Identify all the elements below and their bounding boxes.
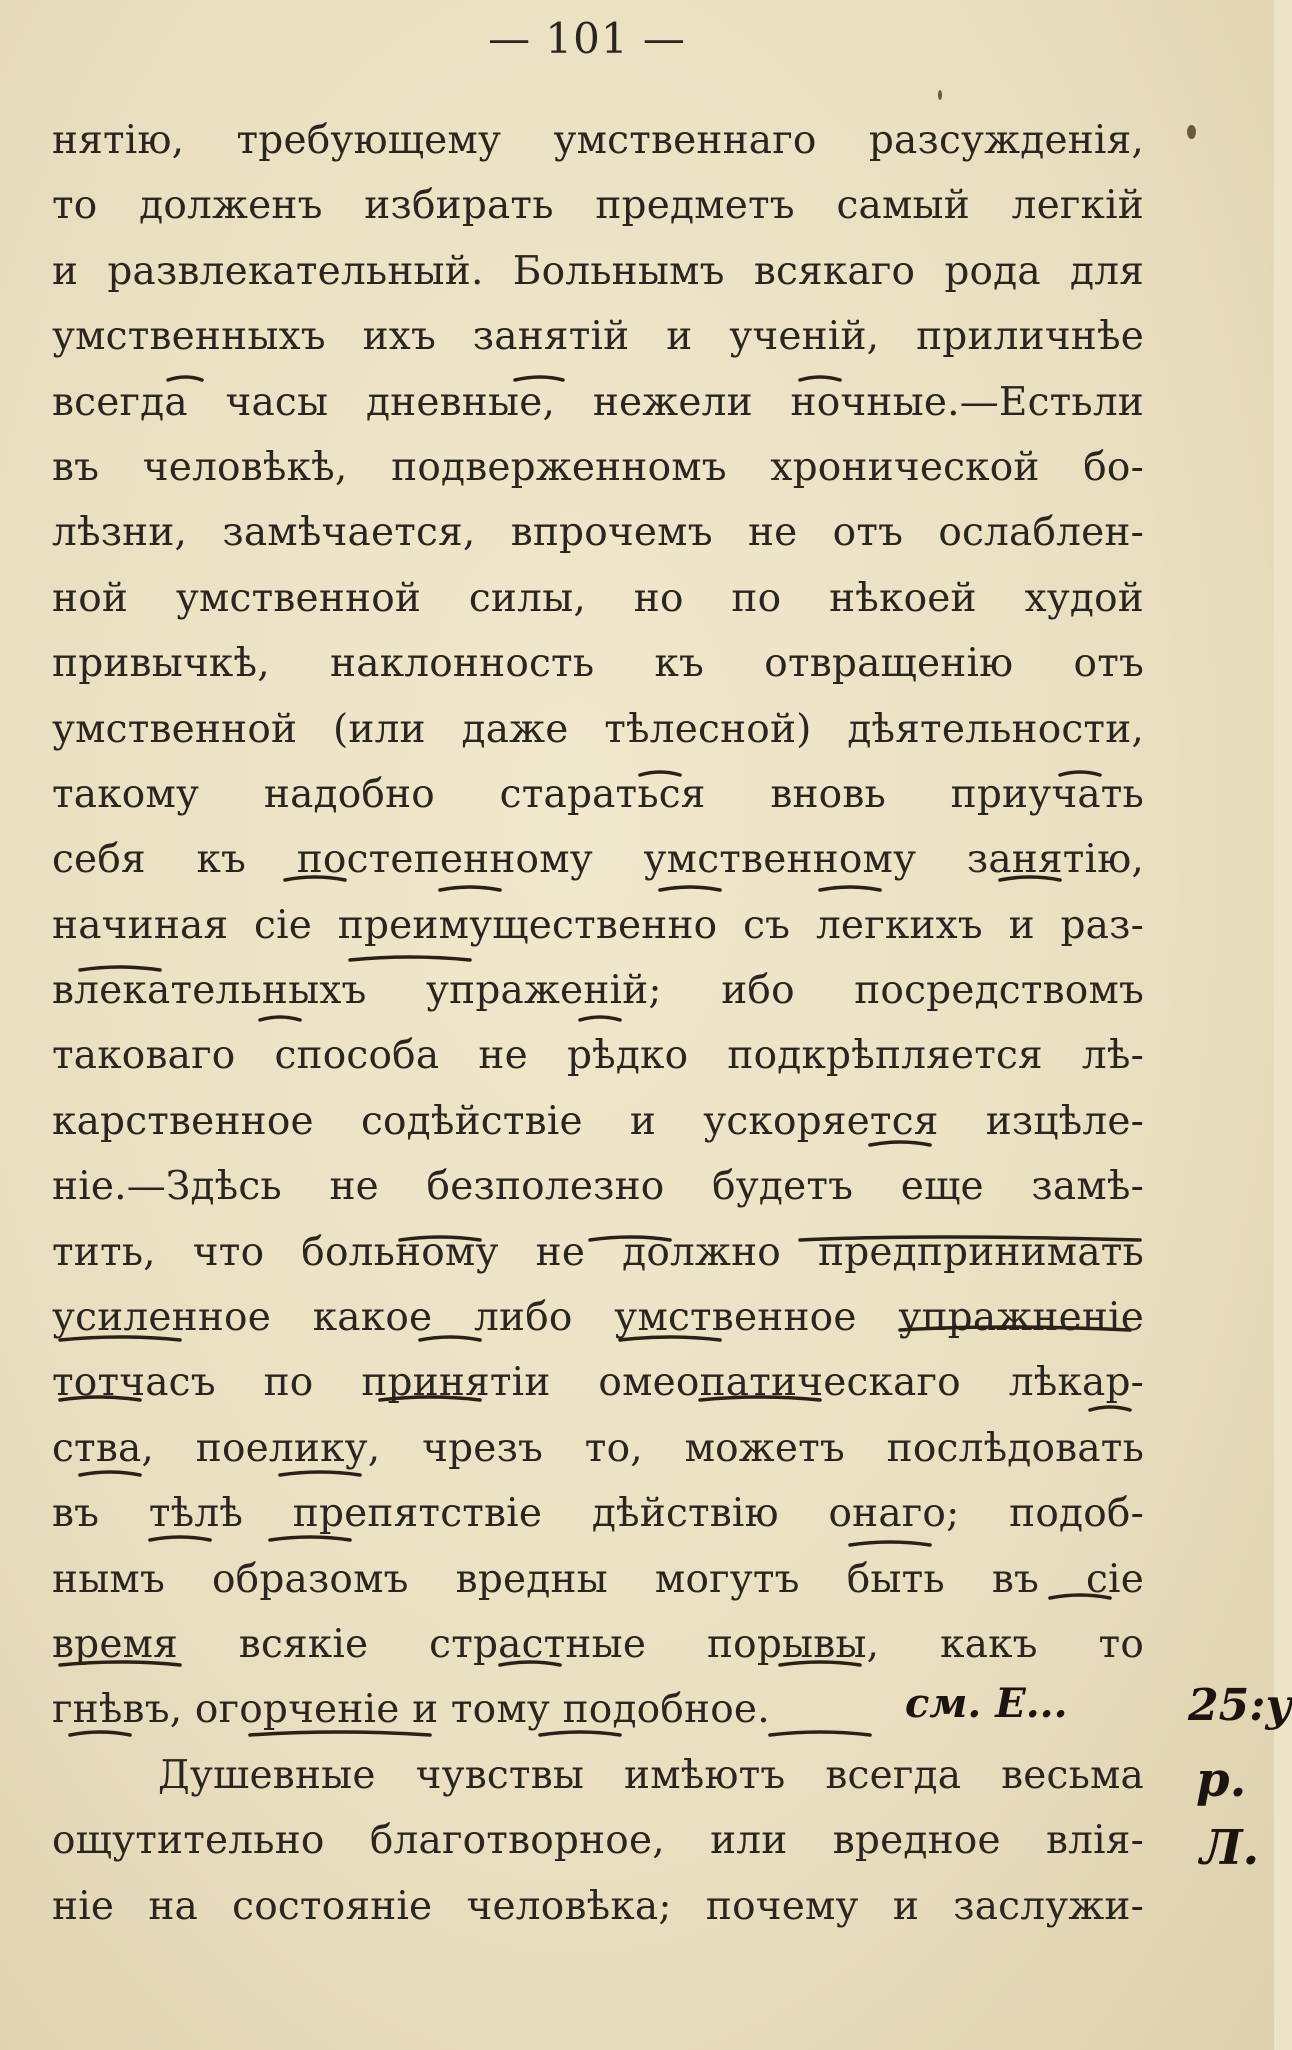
handwritten-note: 25:у [1188, 1680, 1292, 1731]
handwritten-note: Л. [1200, 1820, 1260, 1876]
body-text [52, 108, 1144, 1939]
text-line: усиленное какое либо умственное упражненіе [52, 1295, 1144, 1341]
text-line: умственной (или даже тѣлесной) дѣятельности, [52, 706, 1144, 752]
ink-spot [938, 90, 942, 100]
ink-spot [1187, 125, 1196, 139]
text-line: начиная сіе преимущественно съ легкихъ и раз- [52, 902, 1144, 948]
text-line: то долженъ избирать предметъ самый легкій [52, 183, 1144, 229]
text-line: ніе.—Здѣсь не безполезно будетъ еще замѣ- [52, 1164, 1144, 1210]
text-line: лѣзни, замѣчается, впрочемъ не отъ ослаблен- [52, 510, 1144, 556]
text-line: ства, поелику, чрезъ то, можетъ послѣдовать [52, 1425, 1144, 1471]
text-line: ной умственной силы, но по нѣкоей худой [52, 575, 1144, 621]
text-line: въ человѣкѣ, подверженномъ хронической бо- [52, 444, 1144, 490]
page-number: — 101 — [488, 14, 686, 63]
text-line: всегда часы дневные, нежели ночные.—Естьли [52, 379, 1144, 425]
handwritten-note: см. Е... [905, 1680, 1068, 1727]
text-line: такому надобно стараться вновь приучать [52, 771, 1144, 817]
text-line: таковаго способа не рѣдко подкрѣпляется лѣ- [52, 1033, 1144, 1079]
text-line: ніе на состояніе человѣка; почему и заслужи- [52, 1883, 1144, 1929]
text-line: карственное содѣйствіе и ускоряется изцѣле- [52, 1098, 1144, 1144]
text-line: ощутительно благотворное, или вредное влія- [52, 1818, 1144, 1864]
text-line: нымъ образомъ вредны могутъ быть въ сіе [52, 1556, 1144, 1602]
text-line: влекательныхъ упраженій; ибо посредствомъ [52, 968, 1144, 1014]
text-line: себя къ постепенному умственному занятію, [52, 837, 1144, 883]
text-line: тить, что больному не должно предпринимать [52, 1229, 1144, 1275]
text-line: тотчасъ по принятіи омеопатическаго лѣкар- [52, 1360, 1144, 1406]
text-line: привычкѣ, наклонность къ отвращенію отъ [52, 641, 1144, 687]
text-line: въ тѣлѣ препятствіе дѣйствію онаго; подоб- [52, 1491, 1144, 1537]
text-line: умственныхъ ихъ занятій и ученій, приличнѣе [52, 314, 1144, 360]
handwritten-note: р. [1196, 1752, 1247, 1808]
text-line: гнѣвъ, огорченіе и тому подобное. [52, 1687, 770, 1733]
text-line: нятію, требующему умственнаго разсужденія, [52, 118, 1144, 163]
text-line: и развлекательный. Больнымъ всякаго рода для [52, 248, 1144, 294]
text-line: Душевные чувствы имѣютъ всегда весьма [158, 1752, 1144, 1798]
text-line: время всякіе страстные порывы, какъ то [52, 1621, 1144, 1667]
